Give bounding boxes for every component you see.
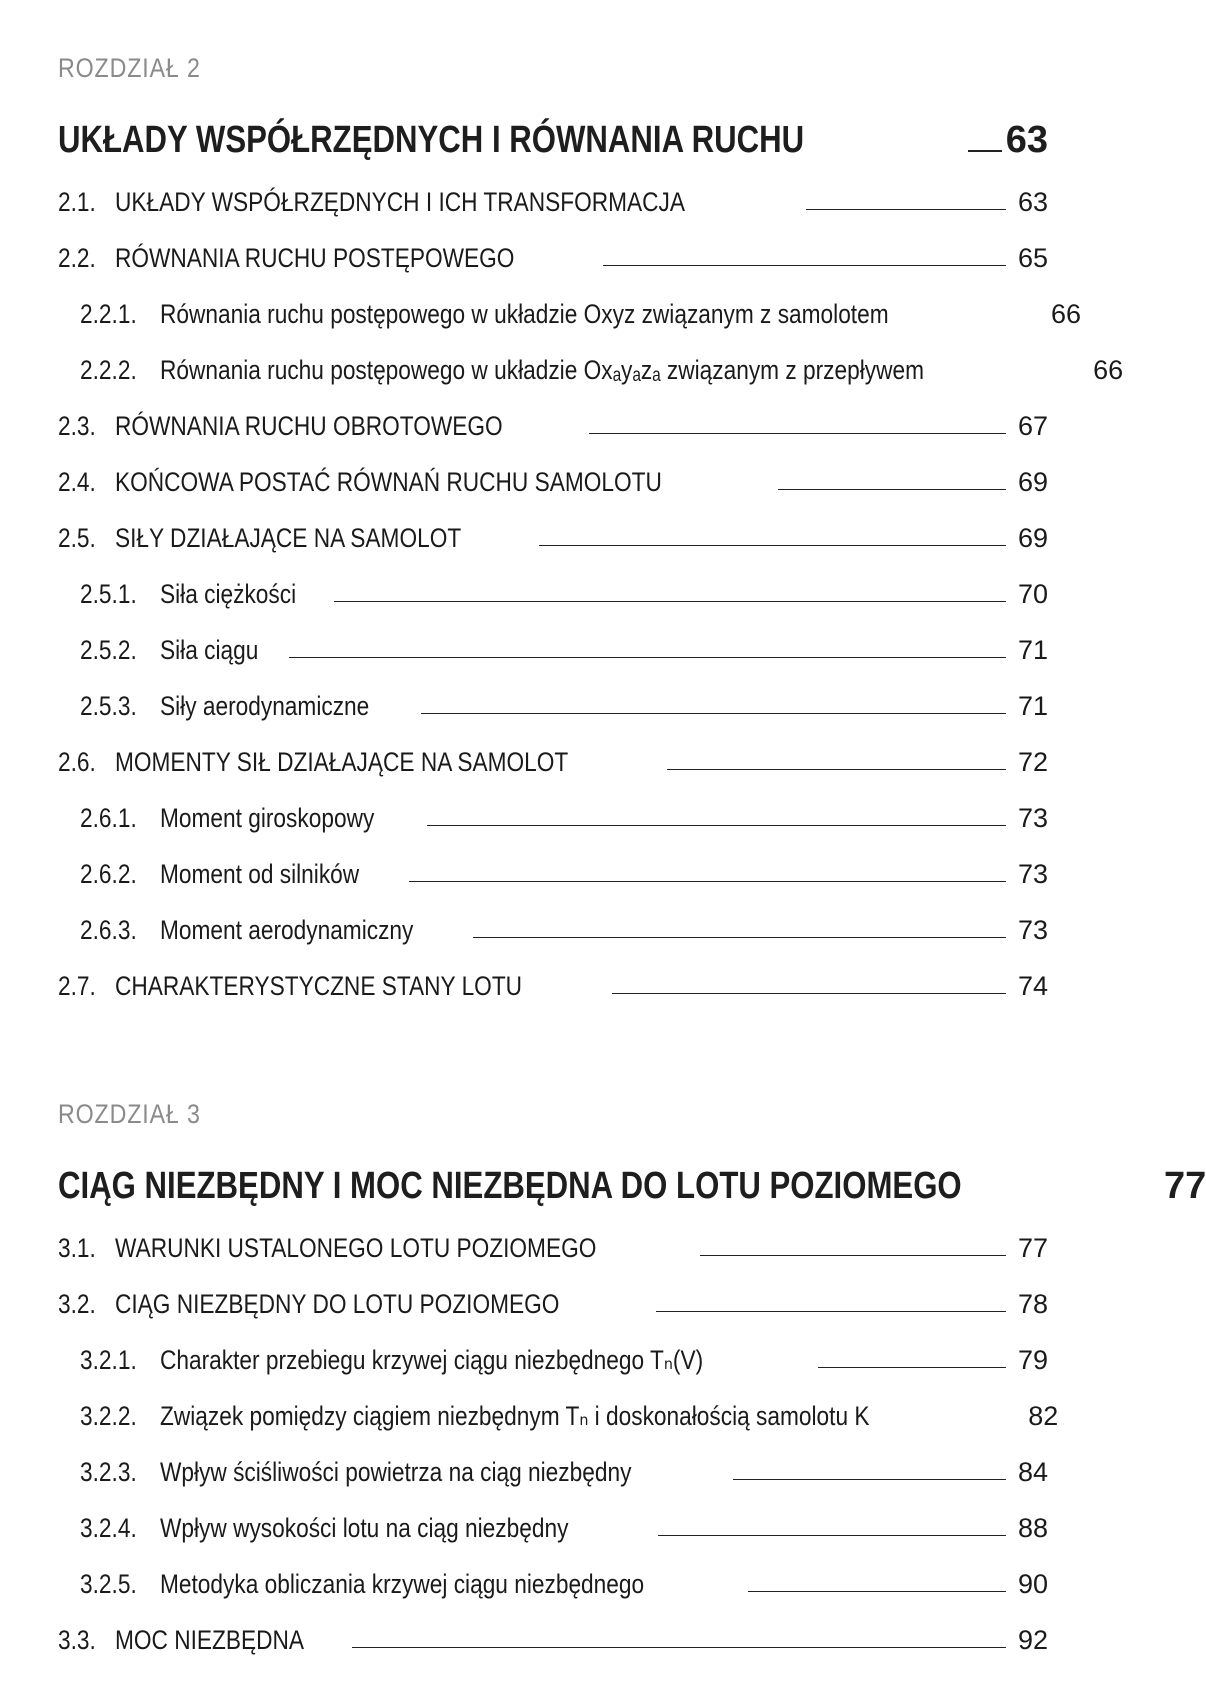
entry-number: 2.6.	[58, 747, 96, 777]
leader-line	[656, 1311, 1006, 1312]
entry-page-number: 67	[1017, 411, 1048, 441]
leader-line	[289, 657, 1006, 658]
entry-title: KOŃCOWA POSTAĆ RÓWNAŃ RUCHU SAMOLOTU	[115, 467, 662, 497]
chapter-2	[58, 48, 1124, 1002]
entry-title: CHARAKTERYSTYCZNE STANY LOTU	[115, 971, 523, 1001]
toc-entry[interactable]	[58, 330, 1124, 386]
leader-line	[334, 601, 1006, 602]
entry-page-number: 70	[1017, 579, 1048, 609]
toc-entry[interactable]	[58, 1376, 1059, 1432]
leader-line	[612, 993, 1006, 994]
entry-number: 2.6.1.	[80, 803, 137, 833]
leader-line	[667, 769, 1006, 770]
chapter-label: ROZDZIAŁ 3	[58, 1099, 201, 1129]
toc-entry[interactable]	[58, 834, 1048, 890]
entry-page-number: 90	[1017, 1569, 1048, 1599]
chapter-2-entries	[58, 162, 1124, 1002]
chapter-label: ROZDZIAŁ 2	[58, 53, 201, 83]
entry-title: Metodyka obliczania krzywej ciągu niezbędnego	[159, 1569, 644, 1599]
entry-page-number: 92	[1017, 1625, 1048, 1655]
entry-title: SIŁY DZIAŁAJĄCE NA SAMOLOT	[115, 523, 462, 553]
entry-title: MOC NIEZBĘDNA	[115, 1625, 305, 1655]
entry-number: 2.5.2.	[80, 635, 137, 665]
leader-line	[700, 1255, 1006, 1256]
table-of-contents	[58, 48, 1206, 1656]
entry-page-number: 72	[1017, 747, 1048, 777]
entry-title: Siły aerodynamiczne	[159, 691, 369, 721]
entry-number: 2.1.	[58, 187, 96, 217]
chapter-page-number: 63	[1005, 119, 1048, 161]
entry-title: Siła ciągu	[159, 635, 258, 665]
entry-number: 2.2.	[58, 243, 96, 273]
leader-line	[748, 1591, 1006, 1592]
toc-entry[interactable]	[58, 442, 1048, 498]
chapter-title: CIĄG NIEZBĘDNY I MOC NIEZBĘDNA DO LOTU POZIOMEGO	[58, 1165, 962, 1207]
toc-entry[interactable]	[58, 666, 1048, 722]
toc-entry[interactable]	[58, 498, 1048, 554]
entry-page-number: 65	[1017, 243, 1048, 273]
toc-entry[interactable]	[58, 1488, 1048, 1544]
entry-number: 2.5.3.	[80, 691, 137, 721]
entry-page-number: 73	[1017, 803, 1048, 833]
toc-entry[interactable]	[58, 1600, 1048, 1656]
leader-line	[421, 713, 1006, 714]
entry-title: Wpływ ściśliwości powietrza na ciąg niezbędny	[159, 1457, 631, 1487]
entry-page-number: 73	[1017, 915, 1048, 945]
entry-number: 2.2.2.	[80, 355, 137, 385]
toc-entry[interactable]	[58, 610, 1048, 666]
leader-line	[352, 1647, 1006, 1648]
entry-page-number: 82	[1028, 1401, 1059, 1431]
entry-number: 2.2.1.	[80, 299, 137, 329]
chapter-title: UKŁADY WSPÓŁRZĘDNYCH I RÓWNANIA RUCHU	[58, 119, 805, 161]
leader-line	[589, 433, 1006, 434]
entry-number: 3.2.	[58, 1289, 96, 1319]
entry-number: 3.2.2.	[80, 1401, 137, 1431]
toc-entry[interactable]	[58, 778, 1048, 834]
leader-line	[539, 545, 1006, 546]
entry-title: Związek pomiędzy ciągiem niezbędnym Tₙ i doskonałością samolotu K	[159, 1401, 870, 1431]
toc-entry[interactable]	[58, 1320, 1048, 1376]
entry-number: 2.6.3.	[80, 915, 137, 945]
leader-line	[473, 937, 1006, 938]
entry-title: Moment od silników	[159, 859, 359, 889]
entry-page-number: 69	[1017, 523, 1048, 553]
chapter-page-number: 77	[1164, 1165, 1206, 1207]
toc-entry[interactable]	[58, 218, 1048, 274]
entry-title: Siła ciężkości	[159, 579, 296, 609]
entry-page-number: 88	[1017, 1513, 1048, 1543]
entry-page-number: 77	[1017, 1233, 1048, 1263]
entry-number: 2.5.1.	[80, 579, 137, 609]
toc-entry[interactable]	[58, 890, 1048, 946]
entry-title: WARUNKI USTALONEGO LOTU POZIOMEGO	[115, 1233, 597, 1263]
entry-number: 3.2.3.	[80, 1457, 137, 1487]
toc-entry[interactable]	[58, 722, 1048, 778]
entry-number: 3.1.	[58, 1233, 96, 1263]
toc-entry[interactable]	[58, 1264, 1048, 1320]
entry-number: 3.2.1.	[80, 1345, 137, 1375]
entry-title: Równania ruchu postępowego w układzie Oxₐyₐzₐ związanym z przepływem	[159, 355, 924, 385]
entry-title: Równania ruchu postępowego w układzie Oxyz związanym z samolotem	[159, 299, 889, 329]
entry-number: 2.4.	[58, 467, 96, 497]
entry-number: 2.3.	[58, 411, 96, 441]
leader-line	[778, 489, 1006, 490]
toc-entry[interactable]	[58, 162, 1048, 218]
entry-title: MOMENTY SIŁ DZIAŁAJĄCE NA SAMOLOT	[115, 747, 569, 777]
entry-page-number: 66	[1050, 299, 1082, 329]
toc-entry[interactable]	[58, 554, 1048, 610]
toc-entry[interactable]	[58, 1432, 1048, 1488]
chapter-3-entries	[58, 1208, 1059, 1656]
entry-title: Charakter przebiegu krzywej ciągu niezbędnego Tₙ(V)	[159, 1345, 703, 1375]
entry-page-number: 73	[1017, 859, 1048, 889]
entry-title: Moment giroskopowy	[159, 803, 374, 833]
chapter-title-entry[interactable]	[58, 1144, 1206, 1208]
entry-title: CIĄG NIEZBĘDNY DO LOTU POZIOMEGO	[115, 1289, 560, 1319]
chapter-3	[58, 1094, 1206, 1656]
entry-page-number: 78	[1017, 1289, 1048, 1319]
leader-line	[603, 265, 1006, 266]
entry-title: Wpływ wysokości lotu na ciąg niezbędny	[159, 1513, 568, 1543]
entry-number: 2.6.2.	[80, 859, 137, 889]
leader-line	[427, 825, 1006, 826]
leader-line	[658, 1535, 1006, 1536]
entry-number: 2.7.	[58, 971, 96, 1001]
toc-entry[interactable]	[58, 1544, 1048, 1600]
entry-page-number: 79	[1017, 1345, 1048, 1375]
leader-line	[409, 881, 1006, 882]
entry-page-number: 63	[1017, 187, 1048, 217]
toc-entry[interactable]	[58, 1208, 1048, 1264]
toc-entry[interactable]	[58, 386, 1048, 442]
entry-page-number: 84	[1017, 1457, 1048, 1487]
leader-line	[806, 209, 1006, 210]
leader-line	[733, 1479, 1006, 1480]
entry-page-number: 69	[1017, 467, 1048, 497]
leader-line	[818, 1367, 1006, 1368]
leader-line	[968, 150, 1002, 152]
entry-page-number: 66	[1093, 355, 1124, 385]
entry-number: 3.2.4.	[80, 1513, 137, 1543]
entry-page-number: 71	[1017, 691, 1048, 721]
entry-number: 3.2.5.	[80, 1569, 137, 1599]
toc-entry[interactable]	[58, 946, 1048, 1002]
chapter-title-entry[interactable]	[58, 98, 1048, 162]
entry-number: 3.3.	[58, 1625, 96, 1655]
entry-title: RÓWNANIA RUCHU OBROTOWEGO	[115, 411, 503, 441]
entry-title: Moment aerodynamiczny	[159, 915, 413, 945]
entry-number: 2.5.	[58, 523, 96, 553]
entry-page-number: 71	[1017, 635, 1048, 665]
entry-title: RÓWNANIA RUCHU POSTĘPOWEGO	[115, 243, 515, 273]
entry-title: UKŁADY WSPÓŁRZĘDNYCH I ICH TRANSFORMACJA	[115, 187, 686, 217]
toc-entry[interactable]	[58, 274, 1082, 330]
entry-page-number: 74	[1017, 971, 1048, 1001]
